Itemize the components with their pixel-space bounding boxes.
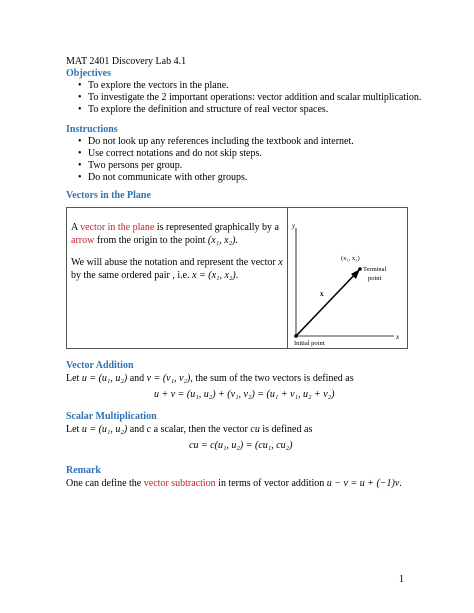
x-axis-label: x xyxy=(396,333,400,341)
bullet-icon: • xyxy=(78,148,82,159)
notation-line2: by the same ordered pair , i.e. x = (x₁, x₂). xyxy=(71,270,239,281)
bullet-icon: • xyxy=(78,136,82,147)
instruction-item: Do not communicate with other groups. xyxy=(88,172,248,183)
scalar-mult-equation: cu = c(u₁, u₂) = (cu₁, cu₂) xyxy=(189,440,293,451)
terminal-point-dot xyxy=(358,267,362,271)
notation-line1: We will abuse the notation and represent the vector x xyxy=(71,257,283,268)
vector-arrow xyxy=(296,269,360,336)
instruction-item: Do not look up any references including the textbook and internet. xyxy=(88,136,354,147)
terminal-label: Terminal xyxy=(363,266,387,273)
bullet-icon: • xyxy=(78,172,82,183)
vector-addition-title: Vector Addition xyxy=(66,360,134,371)
bullet-icon: • xyxy=(78,80,82,91)
vector-addition-text: Let u = (u₁, u₂) and v = (v₁, v₂), the sum of the two vectors is defined as xyxy=(66,373,354,384)
vector-plane-box xyxy=(66,207,408,349)
terminal-coord-label: (x₁, x₂) xyxy=(341,255,360,262)
objectives-title: Objectives xyxy=(66,68,111,79)
instruction-item: Two persons per group. xyxy=(88,160,183,171)
scalar-mult-title: Scalar Multiplication xyxy=(66,411,157,422)
objective-item: To explore the vectors in the plane. xyxy=(88,80,229,91)
vector-def-line2: arrow from the origin to the point (x₁, x₂). xyxy=(71,235,238,246)
doc-header: MAT 2401 Discovery Lab 4.1 xyxy=(66,56,187,67)
vector-label: x xyxy=(320,290,324,298)
y-axis-label: y xyxy=(292,222,296,230)
page-number: 1 xyxy=(399,574,404,585)
scalar-mult-text: Let u = (u₁, u₂) and c a scalar, then the vector cu is defined as xyxy=(66,424,313,435)
terminal-label-2: point xyxy=(368,275,382,282)
vector-diagram xyxy=(288,208,407,348)
initial-point-label: Initial point xyxy=(294,340,325,347)
vector-def-line1: A vector in the plane is represented graphically by a xyxy=(71,222,279,233)
objective-item: To investigate the 2 important operations: vector addition and scalar multiplication. xyxy=(88,92,422,103)
remark-title: Remark xyxy=(66,465,101,476)
bullet-icon: • xyxy=(78,104,82,115)
vector-addition-equation: u + v = (u₁, u₂) + (v₁, v₂) = (u₁ + v₁, u₂ + v₂) xyxy=(154,389,335,400)
initial-point-dot xyxy=(294,334,298,338)
bullet-icon: • xyxy=(78,92,82,103)
remark-text: One can define the vector subtraction in terms of vector addition u − v = u + (−1)v. xyxy=(66,478,402,489)
bullet-icon: • xyxy=(78,160,82,171)
instruction-item: Use correct notations and do not skip steps. xyxy=(88,148,262,159)
instructions-title: Instructions xyxy=(66,124,118,135)
vectors-plane-title: Vectors in the Plane xyxy=(66,190,151,201)
objective-item: To explore the definition and structure of real vector spaces. xyxy=(88,104,329,115)
